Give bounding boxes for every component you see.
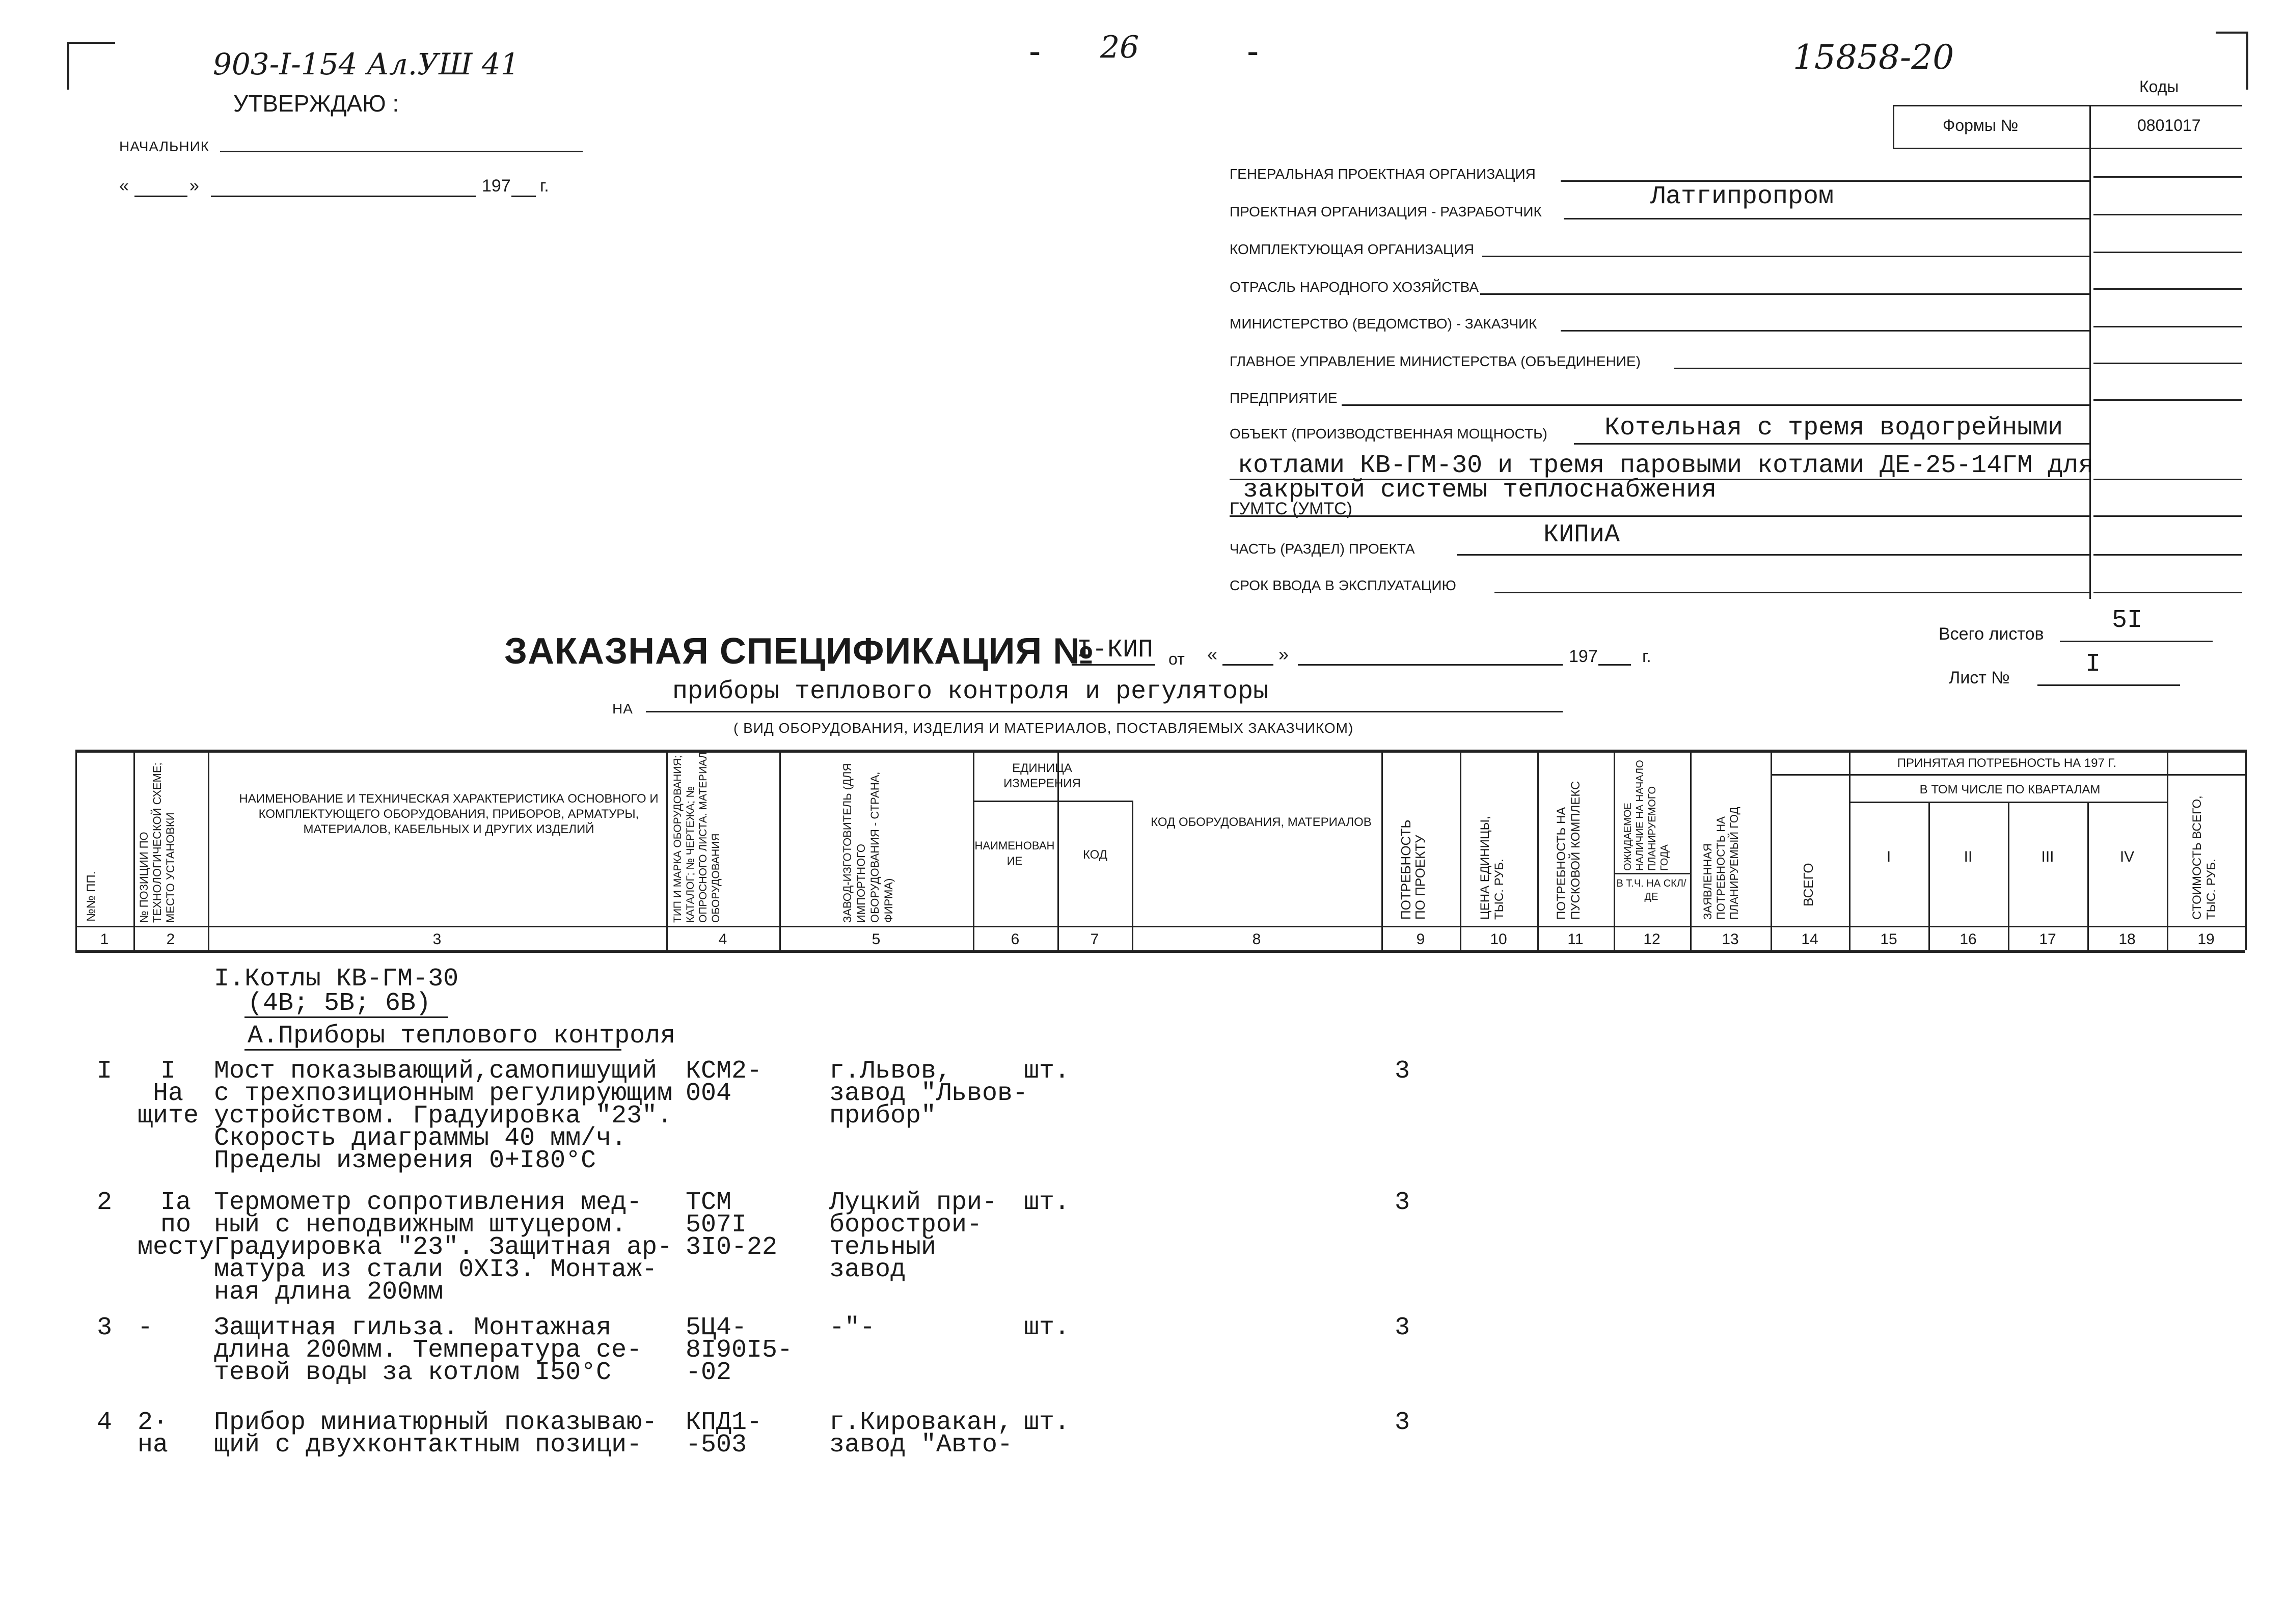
- row-type: 5Ц4- 8I90I5- -02: [686, 1313, 793, 1387]
- hdr-c18: IV: [2119, 848, 2135, 865]
- row-name: Мост показывающий,самопишущий с трехпозиционным регулирующим устройством. Градуировка "23". Скорость диаграммы 40 мм/ч. Пределы измерения 0+I80°C: [214, 1057, 673, 1175]
- form-label: Формы №: [1943, 116, 2019, 134]
- hdr-c4: ТИП И МАРКА ОБОРУДОВАНИЯ; КАТАЛОГ; № ЧЕРТЕЖА; № ОПРОСНОГО ЛИСТА. МАТЕРИАЛ ОБОРУДОВАНИЯ: [672, 752, 722, 923]
- row-maker: -"-: [829, 1313, 876, 1342]
- hdr-unit: ЕДИНИЦА ИЗМЕРЕНИЯ: [1003, 761, 1081, 790]
- row-maker: г.Львов, завод "Львов- прибор": [829, 1057, 1028, 1131]
- hdr-quarters-rule: [1849, 802, 2167, 803]
- field-label: ГЛАВНОЕ УПРАВЛЕНИЕ МИНИСТЕРСТВА (ОБЪЕДИНЕНИЕ): [1230, 353, 1641, 369]
- hdr-accepted: ПРИНЯТАЯ ПОТРЕБНОСТЬ НА 197 Г.: [1897, 756, 2117, 770]
- hdr-c19: СТОИМОСТЬ ВСЕГО, ТЫС. РУБ.: [2190, 795, 2218, 920]
- table-column-line: [2167, 750, 2168, 950]
- hdr-c12a: ОЖИДАЕМОЕ НАЛИЧИЕ НА НАЧАЛО ПЛАНИРУЕМОГО ГОДА: [1622, 760, 1670, 871]
- column-number: 8: [1252, 931, 1261, 948]
- field-label: МИНИСТЕРСТВО (ВЕДОМСТВО) - ЗАКАЗЧИК: [1230, 316, 1537, 332]
- column-number: 11: [1567, 931, 1584, 948]
- codes-row-rule-11: [2093, 592, 2242, 593]
- column-number: 19: [2197, 931, 2215, 948]
- hdr-c8: КОД ОБОРУДОВАНИЯ, МАТЕРИАЛОВ: [1151, 815, 1372, 829]
- codes-row-rule-7: [2093, 399, 2242, 401]
- field-value: Латгипропром: [1650, 182, 1834, 211]
- codes-title: Коды: [2139, 77, 2179, 96]
- section-subtitle: А.Приборы теплового контроля: [248, 1022, 676, 1051]
- hdr-c5: ЗАВОД-ИЗГОТОВИТЕЛЬ (ДЛЯ ИМПОРТНОГО ОБОРУДОВАНИЯ - СТРАНА, ФИРМА): [841, 763, 895, 923]
- row-type: КСМ2- 004: [686, 1057, 763, 1108]
- codes-row-rule-6: [2093, 363, 2242, 364]
- hdr-c15: I: [1886, 848, 1891, 865]
- codes-line-2: [1893, 148, 2242, 149]
- hdr-c6: НАИМЕНОВАНИЕ: [974, 839, 1055, 867]
- approve-label: УТВЕРЖДАЮ :: [233, 90, 399, 117]
- row-qty: 3: [1395, 1057, 1410, 1086]
- spec-year-g: г.: [1642, 647, 1651, 666]
- row-position: I На щите: [138, 1057, 199, 1131]
- reg-number: 15858-20: [1793, 38, 1954, 77]
- part-rule: [1457, 554, 2089, 556]
- field-rule: [1674, 368, 2089, 369]
- hdr-c7: КОД: [1082, 848, 1108, 862]
- sheet-rule: [2037, 684, 2180, 686]
- part-label: ЧАСТЬ (РАЗДЕЛ) ПРОЕКТА: [1230, 541, 1415, 557]
- row-maker: г.Кировакан, завод "Авто-: [829, 1408, 1013, 1460]
- date-year: 197: [482, 176, 511, 196]
- row-type: КПД1- -503: [686, 1408, 763, 1460]
- codes-row-rule-8: [2093, 479, 2242, 480]
- row-qty: 3: [1395, 1313, 1410, 1342]
- date-month-line: [211, 196, 476, 197]
- section-title-2: (4В; 5В; 6В): [248, 989, 431, 1018]
- row-qty: 3: [1395, 1408, 1410, 1437]
- codes-row-rule-1: [2093, 176, 2242, 178]
- spec-date-open: «: [1207, 644, 1218, 665]
- chief-label: НАЧАЛЬНИК: [119, 139, 210, 154]
- hdr-c9: ПОТРЕБНОСТЬ ПО ПРОЕКТУ: [1398, 819, 1428, 920]
- row-number: I: [97, 1057, 113, 1086]
- row-unit: шт.: [1024, 1408, 1070, 1437]
- hdr-accepted-rule: [1771, 774, 2245, 776]
- deadline-rule: [1494, 592, 2089, 593]
- spec-date-close: »: [1278, 644, 1289, 665]
- column-number: 16: [1960, 931, 1977, 948]
- spec-year-rule: [1598, 664, 1631, 666]
- row-unit: шт.: [1024, 1057, 1070, 1086]
- sheets-total: 5I: [2112, 606, 2143, 635]
- table-top-border: [75, 750, 2245, 753]
- table-column-line: [2087, 802, 2089, 950]
- field-label: ПРОЕКТНАЯ ОРГАНИЗАЦИЯ - РАЗРАБОТЧИК: [1230, 204, 1542, 219]
- table-column-line: [1690, 750, 1692, 950]
- date-year-line: [511, 196, 536, 197]
- sheet-number: I: [2085, 650, 2101, 679]
- column-number: 3: [432, 931, 442, 948]
- row-number: 4: [97, 1408, 113, 1437]
- codes-row-rule-3: [2093, 252, 2242, 253]
- column-number: 10: [1490, 931, 1507, 948]
- row-position: 2· на: [138, 1408, 169, 1460]
- hdr-c13: ЗАЯВЛЕННАЯ ПОТРЕБНОСТЬ НА ПЛАНИРУЕМЫЙ ГОД: [1701, 807, 1740, 920]
- section-title-1: I.Котлы КВ-ГМ-30: [214, 965, 459, 994]
- row-qty: 3: [1395, 1188, 1410, 1217]
- spec-number: I-КИП: [1077, 636, 1154, 665]
- section-subtitle-rule: [244, 1049, 621, 1051]
- field-label: ПРЕДПРИЯТИЕ: [1230, 390, 1338, 406]
- doc-code: 903-I-154 Ал.УШ 41: [213, 47, 520, 81]
- hdr-c2: № ПОЗИЦИИ ПО ТЕХНОЛОГИЧЕСКОЙ СХЕМЕ; МЕСТО УСТАНОВКИ: [138, 762, 177, 923]
- codes-row-rule-10: [2093, 554, 2242, 556]
- field-label: ОТРАСЛЬ НАРОДНОГО ХОЗЯЙСТВА: [1230, 279, 1479, 295]
- field-rule: [1482, 256, 2089, 257]
- date-quote-open: «: [119, 176, 129, 196]
- table-column-line: [1928, 802, 1930, 950]
- form-code: 0801017: [2137, 116, 2201, 134]
- hdr-c12b: В Т.Ч. НА СКЛ/ДЕ: [1616, 878, 1686, 902]
- column-number: 5: [872, 931, 881, 948]
- field-rule: [1561, 180, 2089, 182]
- sheet-label: Лист №: [1949, 668, 2010, 687]
- row-name: Защитная гильза. Монтажная длина 200мм. Температура се- тевой воды за котлом I50°C: [214, 1313, 642, 1387]
- corner-mark-top-right: [2216, 32, 2248, 90]
- codes-top-line: [1893, 105, 2242, 106]
- hdr-c3: НАИМЕНОВАНИЕ И ТЕХНИЧЕСКАЯ ХАРАКТЕРИСТИКА ОСНОВНОГО И КОМПЛЕКТУЮЩЕГО ОБОРУДОВАНИЯ, ПРИБОРОВ, АРМАТУРЫ, МАТЕРИАЛОВ, КАБЕЛЬНЫХ И ДРУГИХ ИЗДЕЛИЙ: [239, 792, 659, 836]
- table-column-line: [1132, 801, 1133, 950]
- hdr-c16: II: [1964, 848, 1973, 865]
- object-line-1-rule: [1574, 443, 2089, 445]
- spec-subject: приборы теплового контроля и регуляторы: [672, 677, 1269, 706]
- corner-mark-top-left: [67, 42, 115, 90]
- field-label: ГЕНЕРАЛЬНАЯ ПРОЕКТНАЯ ОРГАНИЗАЦИЯ: [1230, 166, 1536, 182]
- table-column-line: [2245, 750, 2247, 950]
- row-unit: шт.: [1024, 1313, 1070, 1342]
- gumts-label: ГУМТС (УМТС): [1230, 499, 1352, 518]
- hdr-c17: III: [2041, 848, 2054, 865]
- row-position: -: [138, 1313, 153, 1342]
- page-dash-left: -: [1029, 31, 1041, 71]
- table-column-line: [666, 750, 668, 950]
- object-line-3: закрытой системы теплоснабжения: [1243, 476, 1717, 505]
- object-label: ОБЪЕКТ (ПРОИЗВОДСТВЕННАЯ МОЩНОСТЬ): [1230, 426, 1547, 442]
- page-dash-right: -: [1247, 31, 1259, 71]
- row-number: 3: [97, 1313, 113, 1342]
- hdr-quarters: В ТОМ ЧИСЛЕ ПО КВАРТАЛАМ: [1919, 783, 2101, 796]
- row-unit: шт.: [1024, 1188, 1070, 1217]
- field-rule: [1342, 404, 2089, 406]
- page-number: 26: [1100, 30, 1139, 65]
- hdr-unit-rule: [973, 801, 1132, 802]
- column-number: 15: [1880, 931, 1897, 948]
- table-column-line: [1614, 750, 1615, 950]
- gumts-rule: [1230, 515, 2089, 517]
- hdr-c12-rule: [1614, 873, 1690, 874]
- table-column-line: [1460, 750, 1461, 950]
- codes-row-rule-9: [2093, 515, 2242, 517]
- object-line-2: котлами КВ-ГМ-30 и тремя паровыми котлами ДЕ-25-14ГМ для: [1238, 451, 2094, 480]
- table-column-line: [208, 750, 209, 950]
- column-number: 13: [1722, 931, 1739, 948]
- date-year-g: г.: [540, 176, 549, 196]
- section-title-2-rule: [244, 1016, 448, 1018]
- date-day-line: [134, 196, 187, 197]
- table-header-bottom: [75, 926, 2245, 927]
- column-number: 2: [166, 931, 175, 948]
- spec-title: ЗАКАЗНАЯ СПЕЦИФИКАЦИЯ №: [504, 631, 1095, 672]
- table-column-line: [133, 750, 135, 950]
- part-value: КИПиА: [1543, 520, 1620, 549]
- table-column-line: [1771, 750, 1772, 950]
- column-number: 18: [2118, 931, 2136, 948]
- table-column-line: [75, 750, 77, 950]
- table-column-line: [1537, 750, 1539, 950]
- codes-row-rule-5: [2093, 326, 2242, 327]
- column-number: 17: [2039, 931, 2056, 948]
- spec-na: НА: [612, 701, 633, 717]
- hdr-c10: ЦЕНА ЕДИНИЦЫ, ТЫС. РУБ.: [1478, 816, 1506, 920]
- column-number: 1: [100, 931, 109, 948]
- field-rule: [1480, 293, 2089, 295]
- row-name: Прибор миниатюрный показываю- щий с двухконтактным позици-: [214, 1408, 658, 1460]
- spec-number-rule: [1072, 664, 1155, 666]
- column-number: 6: [1011, 931, 1020, 948]
- hdr-c1: №№ ПП.: [85, 871, 98, 922]
- deadline-label: СРОК ВВОДА В ЭКСПЛУАТАЦИЮ: [1230, 577, 1456, 593]
- table-column-line: [2008, 802, 2009, 950]
- row-maker: Луцкий при- борострои- тельный завод: [829, 1188, 998, 1284]
- date-quote-close: »: [189, 176, 199, 196]
- column-number: 12: [1643, 931, 1661, 948]
- table-numbers-bottom: [75, 950, 2245, 953]
- table-column-line: [1381, 750, 1383, 950]
- spec-subject-rule: [646, 711, 1563, 712]
- spec-day-rule: [1222, 664, 1273, 666]
- spec-year: 197: [1569, 647, 1598, 666]
- row-name: Термометр сопротивления мед- ный с неподвижным штуцером. Градуировка "23". Защитная ар- матура из стали 0ХI3. Монтаж- ная длина 200мм: [214, 1188, 673, 1307]
- field-rule: [1564, 218, 2089, 219]
- column-number: 14: [1801, 931, 1818, 948]
- codes-divider-outer: [1893, 105, 1894, 148]
- chief-line: [220, 151, 583, 152]
- codes-row-rule-2: [2093, 214, 2242, 215]
- sheets-total-rule: [2060, 641, 2213, 642]
- spec-ot: от: [1168, 650, 1185, 668]
- hdr-c14: ВСЕГО: [1801, 863, 1816, 906]
- column-number: 7: [1090, 931, 1099, 948]
- column-number: 4: [718, 931, 727, 948]
- sheets-total-label: Всего листов: [1939, 624, 2044, 644]
- codes-row-rule-4: [2093, 288, 2242, 290]
- field-rule: [1561, 330, 2089, 332]
- row-number: 2: [97, 1188, 113, 1217]
- spec-note: ( ВИД ОБОРУДОВАНИЯ, ИЗДЕЛИЯ И МАТЕРИАЛОВ, ПОСТАВЛЯЕМЫХ ЗАКАЗЧИКОМ): [733, 720, 1354, 736]
- column-number: 9: [1416, 931, 1425, 948]
- codes-divider-mid: [2089, 105, 2091, 599]
- hdr-c11: ПОТРЕБНОСТЬ НА ПУСКОВОЙ КОМПЛЕКС: [1555, 781, 1583, 920]
- row-type: ТСМ 507I 3I0-22: [686, 1188, 778, 1262]
- row-position: Iа по месту: [138, 1188, 214, 1262]
- object-line-1: Котельная с тремя водогрейными: [1604, 414, 2063, 443]
- spec-month-rule: [1298, 664, 1563, 666]
- field-label: КОМПЛЕКТУЮЩАЯ ОРГАНИЗАЦИЯ: [1230, 241, 1475, 257]
